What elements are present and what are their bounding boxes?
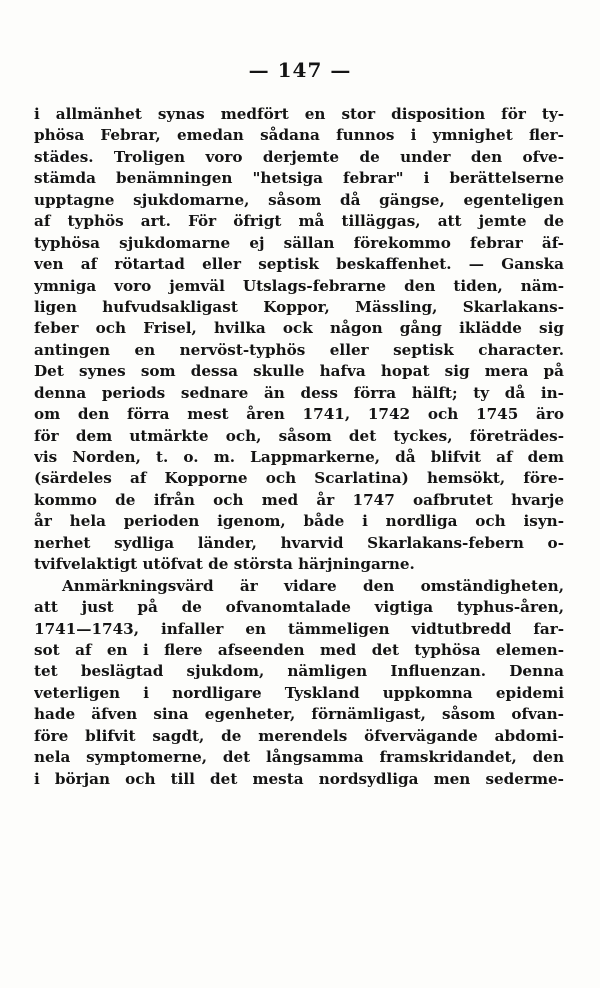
- text-line: sot af en i flere afseenden med det typhösa elemen-: [34, 640, 564, 659]
- text-line: hade äfven sina egenheter, förnämligast, såsom ofvan-: [34, 705, 564, 724]
- text-line: (särdeles af Kopporne och Scarlatina) hemsökt, före-: [34, 469, 564, 488]
- text-line: veterligen i nordligare Tyskland uppkomna epidemi: [34, 683, 564, 702]
- text-line: i allmänhet synas medfört en stor disposition för ty-: [34, 105, 564, 123]
- text-line: antingen en nervöst-typhös eller septisk character.: [34, 340, 564, 359]
- text-line: tet beslägtad sjukdom, nämligen Influenzan. Denna: [34, 662, 564, 681]
- text-line: år hela perioden igenom, både i nordliga och isyn-: [34, 512, 564, 531]
- text-line: ymniga voro jemväl Utslags-febrarne den tiden, näm-: [34, 276, 564, 295]
- text-line: nela symptomerne, det långsamma framskridandet, den: [34, 748, 564, 767]
- text-line: denna periods sednare än dess förra hälft; ty då in-: [34, 383, 564, 402]
- page-number: — 147 —: [248, 58, 352, 82]
- text-line-paragraph-start: Anmärkningsvärd är vidare den omständigheten,: [62, 576, 564, 595]
- text-line: nerhet sydliga länder, hvarvid Skarlakans-febern o-: [34, 533, 564, 552]
- text-line: att just på de ofvanomtalade vigtiga typhus-åren,: [34, 598, 564, 617]
- text-line: i början och till det mesta nordsydliga men sederme-: [34, 769, 564, 788]
- text-line: städes. Troligen voro derjemte de under den ofve-: [34, 147, 564, 166]
- text-line: Det synes som dessa skulle hafva hopat sig mera på: [34, 362, 564, 381]
- text-line: vis Norden, t. o. m. Lappmarkerne, då blifvit af dem: [34, 448, 564, 466]
- text-line: upptagne sjukdomarne, såsom då gängse, egenteligen: [34, 190, 564, 209]
- text-line: ven af rötartad eller septisk beskaffenhet. — Ganska: [34, 255, 564, 274]
- text-line: phösa Febrar, emedan sådana funnos i ymnighet fler-: [34, 126, 564, 145]
- text-line: typhösa sjukdomarne ej sällan förekommo febrar äf-: [34, 233, 564, 252]
- text-line: stämda benämningen "hetsiga febrar" i berättelserne: [34, 169, 564, 188]
- text-line: af typhös art. För öfrigt må tilläggas, att jemte de: [34, 212, 564, 231]
- text-line: för dem utmärkte och, såsom det tyckes, företrädes-: [34, 426, 564, 445]
- text-line: om den förra mest åren 1741, 1742 och 1745 äro: [34, 405, 564, 424]
- text-line-paragraph-end: tvifvelaktigt utöfvat de största härjningarne.: [34, 555, 415, 574]
- text-line: kommo de ifrån och med år 1747 oafbrutet hvarje: [34, 490, 564, 509]
- text-line: 1741—1743, infaller en tämmeligen vidtutbredd far-: [34, 619, 564, 638]
- body-text: [34, 104, 564, 790]
- text-line: före blifvit sagdt, de merendels öfvervägande abdomi-: [34, 726, 564, 745]
- text-line: ligen hufvudsakligast Koppor, Mässling, Skarlakans-: [34, 297, 564, 316]
- text-line: feber och Frisel, hvilka ock någon gång iklädde sig: [34, 319, 564, 338]
